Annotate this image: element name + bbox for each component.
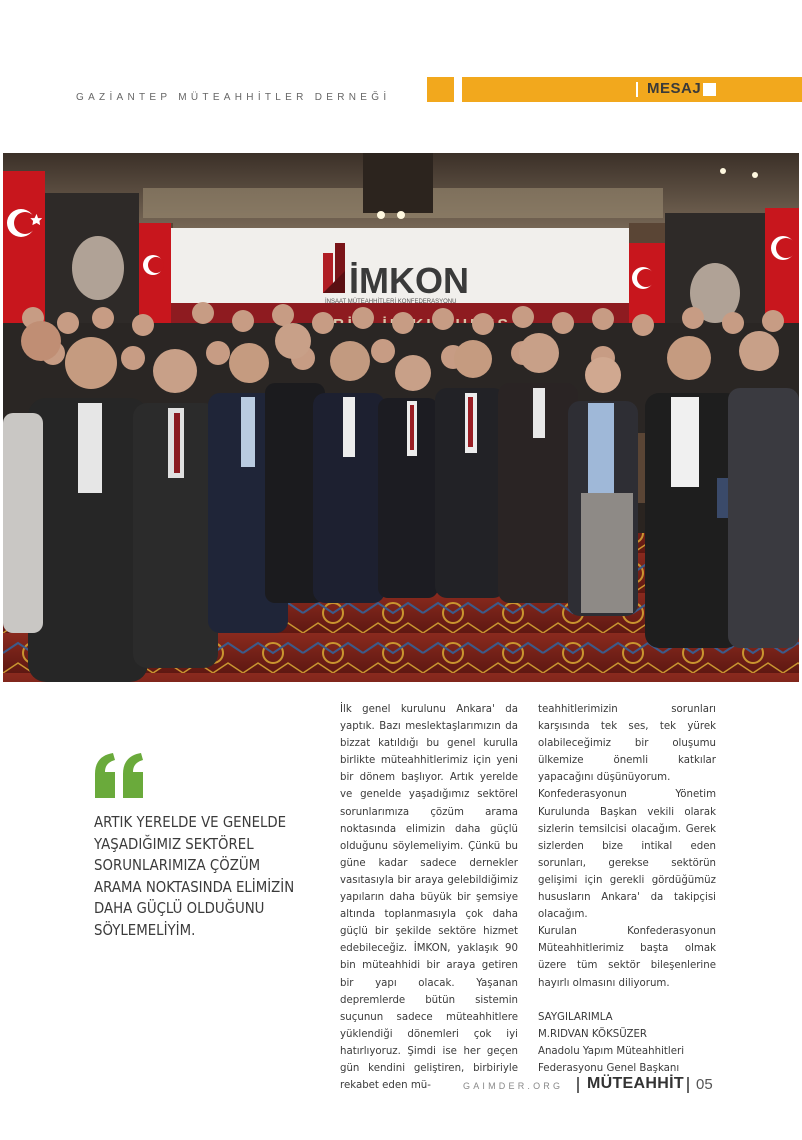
pull-quote: ARTIK YERELDE VE GENELDE YAŞADIĞIMIZ SEKTÖREL SORUNLARIMIZA ÇÖZÜM ARAMA NOKTASINDA ELİMİZİN DAHA GÜÇLÜ OLDUĞUNU SÖYLEMELİYİM. bbox=[94, 813, 295, 939]
page-number: 05 bbox=[696, 1076, 713, 1093]
footer-divider bbox=[687, 1077, 689, 1093]
body-column-1 bbox=[340, 701, 518, 1094]
footer-magazine-name: MÜTEAHHİT bbox=[587, 1075, 684, 1092]
signature-title-line1: Anadolu Yapım Müteahhitleri bbox=[538, 1045, 685, 1057]
banner-subtitle: İNŞAAT MÜTEAHHİTLERİ KONFEDERASYONU bbox=[325, 299, 457, 305]
header-section-divider bbox=[636, 82, 638, 97]
body-paragraph-1: İlk genel kurulunu Ankara' da yaptık. Bazı meslektaşlarımızın da bizzat katıldığı bu genel kurulla birlikte müteahhitlerimiz için yeni bir dönem başlıyor. Artık yerelde ve genelde yaşadığımız sektörel sorunlarımıza çözüm arama noktasında elimizin daha güçlü olduğunu söylemeliyim. Çünkü bu güne kadar sadece dernekler vasıtasıyla bir araya gelebildiğimiz yapıların daha büyük bir şemsiye altında toplanmasıyla çok daha güçlü bir şekilde sektöre hizmet edebileceğiz. İMKON, yaklaşık 90 bin müteahhidi bir araya getiren bir yapı olacak. Yaşanan depremlerde bütün sistemin suçunun sadece müteahhitlere yüklendiği dönemleri çok iyi hatırlıyoruz. Şimdi ise her geçen gün kendini geliştiren, birbiriyle rekabet eden mü- bbox=[340, 704, 518, 1092]
footer-site-link[interactable]: GAIMDER.ORG bbox=[463, 1081, 564, 1091]
section-square-icon bbox=[703, 83, 716, 96]
signature-name: M.RIDVAN KÖKSÜZER bbox=[538, 1028, 647, 1040]
header-accent-block bbox=[427, 77, 454, 102]
signature-title-line2: Federasyonu Genel Başkanı bbox=[538, 1062, 680, 1074]
header-section-bar bbox=[462, 77, 802, 102]
body-paragraph-4: Kurulan Konfederasyonun Müteahhitlerimiz başta olmak üzere tüm sektör bileşenlerine hayırlı olmasını diliyorum. bbox=[538, 926, 716, 989]
header-organization: GAZİANTEP MÜTEAHHİTLER DERNEĞİ bbox=[76, 92, 391, 103]
body-column-2 bbox=[538, 701, 716, 1077]
section-label: MESAJ bbox=[647, 80, 702, 97]
footer-divider bbox=[577, 1077, 579, 1093]
body-paragraph-2: teahhitlerimizin sorunları karşısında tek ses, tek yürek olabileceğimiz bir oluşumu ülkemize önemli katkılar yapacağını düşünüyorum. bbox=[538, 704, 716, 784]
banner-brand: İMKON bbox=[349, 260, 469, 301]
body-paragraph-3: Konfederasyonun Yönetim Kurulunda Başkan vekili olarak sizlerin temsilcisi olacağım. Gerek sizlerden bize intikal eden sorunları, gerekse sektörün gelişimi için gerekli gördüğümüz hususların Ankara' da takipçisi olacağım. bbox=[538, 789, 716, 921]
event-photo bbox=[3, 153, 799, 682]
signature-closing: SAYGILARIMLA bbox=[538, 1011, 613, 1023]
quote-mark-icon bbox=[93, 752, 145, 802]
